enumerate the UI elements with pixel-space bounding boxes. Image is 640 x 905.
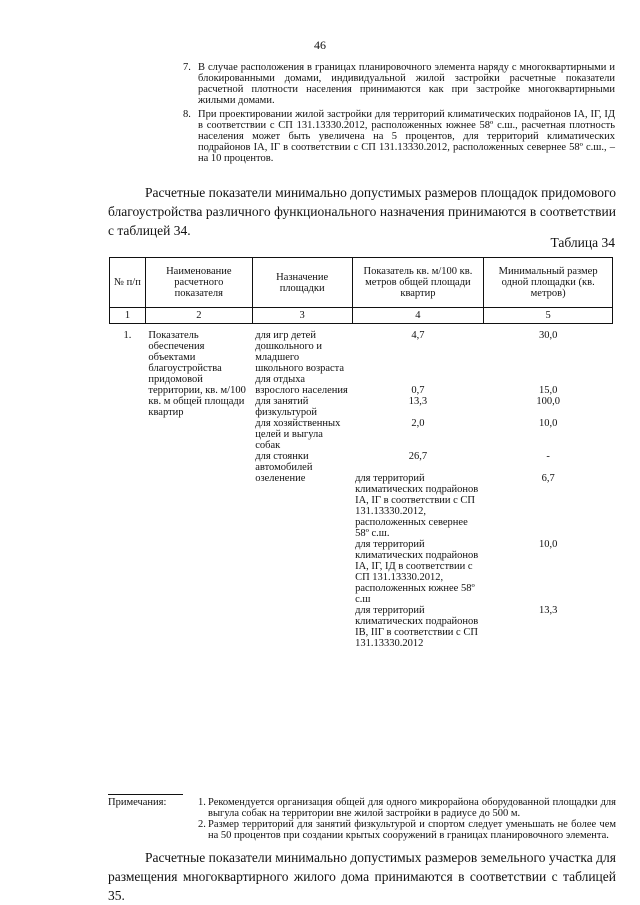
- row-number: 1.: [123, 330, 132, 341]
- value-cell: 13,3: [408, 396, 428, 407]
- list-item-number: 7.: [183, 62, 191, 73]
- value-cell: 0,7: [411, 385, 425, 396]
- min-size-cell: 13,3: [538, 605, 558, 616]
- numbered-list: [183, 62, 615, 106]
- footnote-divider: [108, 794, 183, 795]
- greening-condition: для территорий климатических подрайонов IА, IГ, IД в соответствии с СП 131.13330.2012, расположенных южнее 58º с.ш: [355, 539, 479, 605]
- purpose-cell: для занятий физкультурой: [255, 396, 317, 418]
- note-number: 2.: [198, 819, 206, 830]
- column-number: 2: [145, 308, 252, 324]
- list-item: [183, 109, 615, 164]
- greening-condition: для территорий климатических подрайонов IА, IГ в соответствии с СП 131.13330.2012, расположенных севернее 58º с.ш.: [355, 473, 479, 539]
- table-column-numbers-row: [110, 308, 613, 324]
- value-cell: 26,7: [408, 451, 428, 462]
- header-cell-min-size: Минимальный размер одной площадки (кв. метров): [484, 258, 613, 308]
- column-number: 5: [484, 308, 613, 324]
- list-item-text: В случае расположения в границах планировочного элемента наряду с многоквартирными и блокированными домами, индивидуальной жилой застройки расчетные показатели расчетной плотности населения принимаются как при застройке многоквартирными жилыми домами.: [198, 62, 615, 106]
- notes-block: [108, 797, 616, 841]
- min-size-cell: 100,0: [536, 396, 560, 407]
- data-table: [109, 257, 613, 649]
- purpose-cell: для игр детей дошкольного и младшего школьного возраста: [255, 330, 345, 374]
- header-cell-name: Наименование расчетного показателя: [145, 258, 252, 308]
- list-item-text: При проектировании жилой застройки для территорий климатических подрайонов IА, IГ, IД в соответствии с СП 131.13330.2012, расположенных южнее 58º с.ш., расчетная плотность населения может быть увеличена на 5 процентов, для территорий климатических подрайонов IА, IГ в соответствии с СП 131.13330.2012, расположенных севернее 58º с.ш., – на 10 процентов.: [198, 109, 615, 164]
- header-cell-purpose: Назначение площадки: [252, 258, 352, 308]
- min-size-cell: 10,0: [538, 539, 558, 550]
- header-cell-value: Показатель кв. м/100 кв. метров общей площади квартир: [352, 258, 484, 308]
- table-caption: Таблица 34: [550, 235, 615, 250]
- value-cell: 2,0: [411, 418, 425, 429]
- min-size-cell: 15,0: [538, 385, 558, 396]
- list-item-number: 8.: [183, 109, 191, 120]
- table-row: [110, 324, 613, 375]
- greening-label: озеленение: [255, 473, 306, 484]
- header-cell-number: № п/п: [110, 258, 146, 308]
- note-item: [198, 797, 616, 819]
- note-text: Рекомендуется организация общей для одного микрорайона оборудованной площадки для выгула собак на территории вне жилой застройки в радиусе до 500 м.: [208, 797, 616, 819]
- min-size-cell: -: [546, 451, 550, 462]
- min-size-cell: 10,0: [538, 418, 558, 429]
- note-text: Размер территорий для занятий физкультурой и спортом следует уменьшать не более чем на 50 процентов при создании крытых сооружений в границах планировочного элемента.: [208, 819, 616, 841]
- table-header-row: [110, 258, 613, 308]
- notes-label: Примечания:: [108, 797, 167, 808]
- note-number: 1.: [198, 797, 206, 808]
- greening-condition: для территорий климатических подрайонов IВ, IIГ в соответствии с СП 131.13330.2012: [355, 605, 479, 649]
- min-size-cell: 30,0: [538, 330, 558, 341]
- column-number: 1: [110, 308, 146, 324]
- column-number: 3: [252, 308, 352, 324]
- numbered-list: [183, 109, 615, 164]
- value-cell: 4,7: [411, 330, 425, 341]
- list-item: [183, 62, 615, 106]
- purpose-cell: для хозяйственных целей и выгула собак: [255, 418, 341, 451]
- page-number: 46: [314, 38, 326, 52]
- purpose-cell: для отдыха взрослого населения: [255, 374, 348, 396]
- paragraph-closing: Расчетные показатели минимально допустимых размеров земельного участка для размещения многоквартирного жилого дома принимаются в соответствии с таблицей 35.: [108, 850, 616, 903]
- indicator-name: Показатель обеспечения объектами благоустройства придомовой территории, кв. м/100 кв. м общей площади квартир: [148, 330, 246, 418]
- column-number: 4: [352, 308, 484, 324]
- purpose-cell: для стоянки автомобилей: [255, 451, 313, 473]
- min-size-cell: 6,7: [541, 473, 555, 484]
- paragraph-intro: Расчетные показатели минимально допустимых размеров площадок придомового благоустройства различного функционального назначения принимаются в соответствии с таблицей 34.: [108, 185, 616, 238]
- note-item: [198, 819, 616, 841]
